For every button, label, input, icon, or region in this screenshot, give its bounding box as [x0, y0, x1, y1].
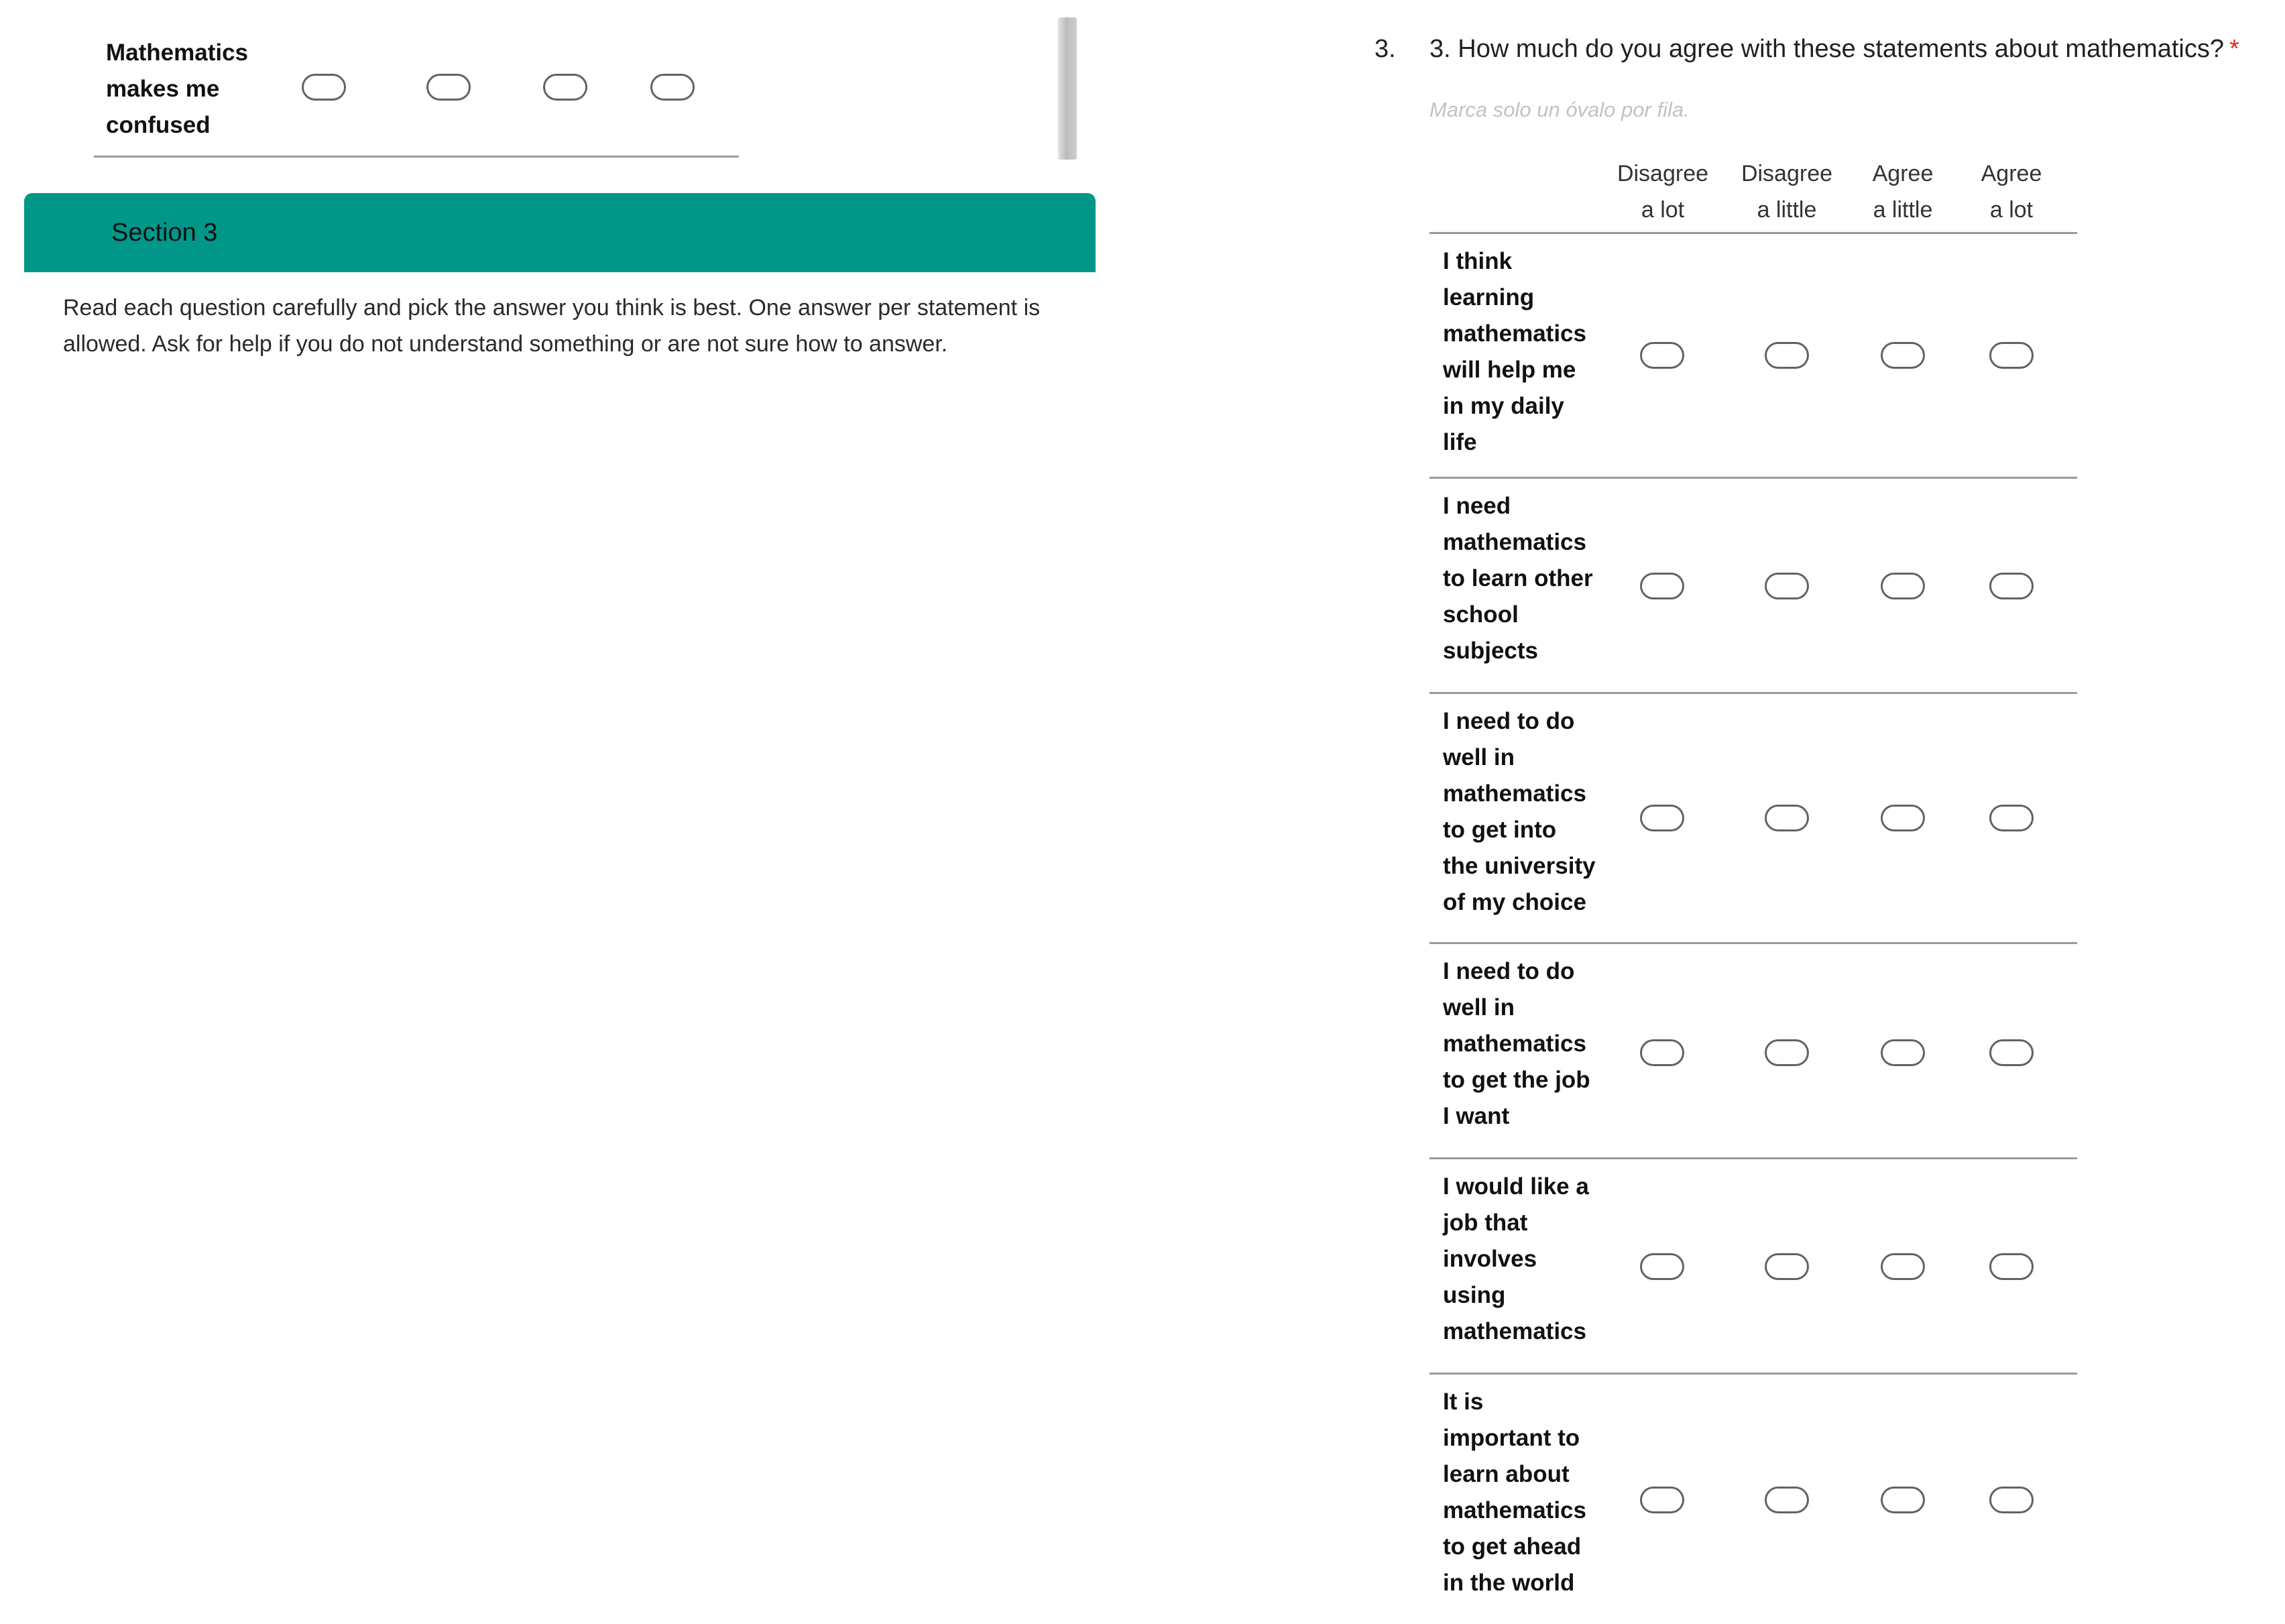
option-oval-disagree-a-lot[interactable]: [1640, 1039, 1684, 1066]
row-label: Mathematics makes me confused: [106, 40, 249, 138]
question-helper-text: Marca solo un óvalo por fila.: [1429, 98, 1690, 121]
option-oval-disagree-a-little[interactable]: [1765, 1253, 1809, 1280]
option-oval-disagree-a-little[interactable]: [426, 74, 471, 101]
option-oval-disagree-a-little[interactable]: [1765, 1039, 1809, 1066]
column-header-line: Agree: [1981, 161, 2042, 186]
option-oval-disagree-a-lot[interactable]: [1640, 805, 1684, 831]
section-title: Section 3: [111, 219, 218, 247]
section-header: [24, 193, 1096, 272]
option-oval-agree-a-little[interactable]: [1881, 342, 1925, 369]
row-label: I need to do well in mathematics to get the job I want: [1443, 958, 1590, 1129]
scrollbar[interactable]: [1058, 17, 1077, 160]
previous-grid-row: [94, 30, 739, 158]
grid-row: [1429, 1159, 2077, 1375]
column-header-disagree-a-lot: [1606, 156, 1720, 228]
column-header-disagree-a-little: [1730, 156, 1844, 228]
option-oval-agree-a-little[interactable]: [1881, 1487, 1925, 1513]
option-oval-agree-a-lot[interactable]: [1989, 573, 2034, 599]
option-oval-agree-a-little[interactable]: [1881, 573, 1925, 599]
row-label: I think learning mathematics will help me in my daily life: [1443, 248, 1586, 455]
column-header-line: Disagree: [1617, 161, 1709, 186]
column-header-line: Agree: [1872, 161, 1934, 186]
option-oval-disagree-a-lot[interactable]: [302, 74, 346, 101]
option-oval-agree-a-lot[interactable]: [1989, 342, 2034, 369]
row-label: I need to do well in mathematics to get into the university of my choice: [1443, 708, 1596, 915]
section-description: Read each question carefully and pick the answer you think is best. One answer per statement is allowed. Ask for help if you do not understand something or are not sure how to answer.: [63, 295, 1041, 357]
grid-row: [1429, 479, 2077, 694]
column-header-line: a little: [1757, 197, 1817, 223]
option-oval-agree-a-little[interactable]: [1881, 805, 1925, 831]
column-header-line: a little: [1873, 197, 1933, 223]
option-oval-agree-a-little[interactable]: [1881, 1039, 1925, 1066]
row-label: I need mathematics to learn other school subjects: [1443, 493, 1593, 664]
grid-row: [1429, 944, 2077, 1159]
grid-row: [1429, 1375, 2077, 1624]
option-oval-disagree-a-little[interactable]: [1765, 342, 1809, 369]
grid-row: [1429, 234, 2077, 479]
question-title-text: 3. How much do you agree with these statements about mathematics?: [1429, 35, 2224, 63]
option-oval-disagree-a-lot[interactable]: [1640, 1487, 1684, 1513]
option-oval-disagree-a-little[interactable]: [1765, 1487, 1809, 1513]
option-oval-agree-a-lot[interactable]: [1989, 1253, 2034, 1280]
question-number: 3.: [1374, 35, 1396, 63]
row-label: It is important to learn about mathematics to get ahead in the world: [1443, 1389, 1586, 1596]
option-oval-disagree-a-lot[interactable]: [1640, 1253, 1684, 1280]
column-header-line: a lot: [1989, 197, 2034, 223]
column-header-agree-a-little: [1846, 156, 1960, 228]
option-oval-disagree-a-little[interactable]: [1765, 573, 1809, 599]
column-header-agree-a-lot: [1954, 156, 2068, 228]
row-label: I would like a job that involves using mathematics: [1443, 1173, 1589, 1344]
column-header-line: a lot: [1641, 197, 1685, 223]
column-header-line: Disagree: [1741, 161, 1833, 186]
option-oval-agree-a-lot[interactable]: [1989, 805, 2034, 831]
option-oval-agree-a-lot[interactable]: [650, 74, 695, 101]
option-oval-disagree-a-lot[interactable]: [1640, 342, 1684, 369]
required-mark: *: [2229, 35, 2239, 63]
option-oval-disagree-a-lot[interactable]: [1640, 573, 1684, 599]
option-oval-disagree-a-little[interactable]: [1765, 805, 1809, 831]
option-oval-agree-a-lot[interactable]: [1989, 1039, 2034, 1066]
option-oval-agree-a-little[interactable]: [1881, 1253, 1925, 1280]
option-oval-agree-a-lot[interactable]: [1989, 1487, 2034, 1513]
question-title: [1429, 31, 2239, 67]
option-oval-agree-a-little[interactable]: [543, 74, 587, 101]
grid-row: [1429, 694, 2077, 944]
